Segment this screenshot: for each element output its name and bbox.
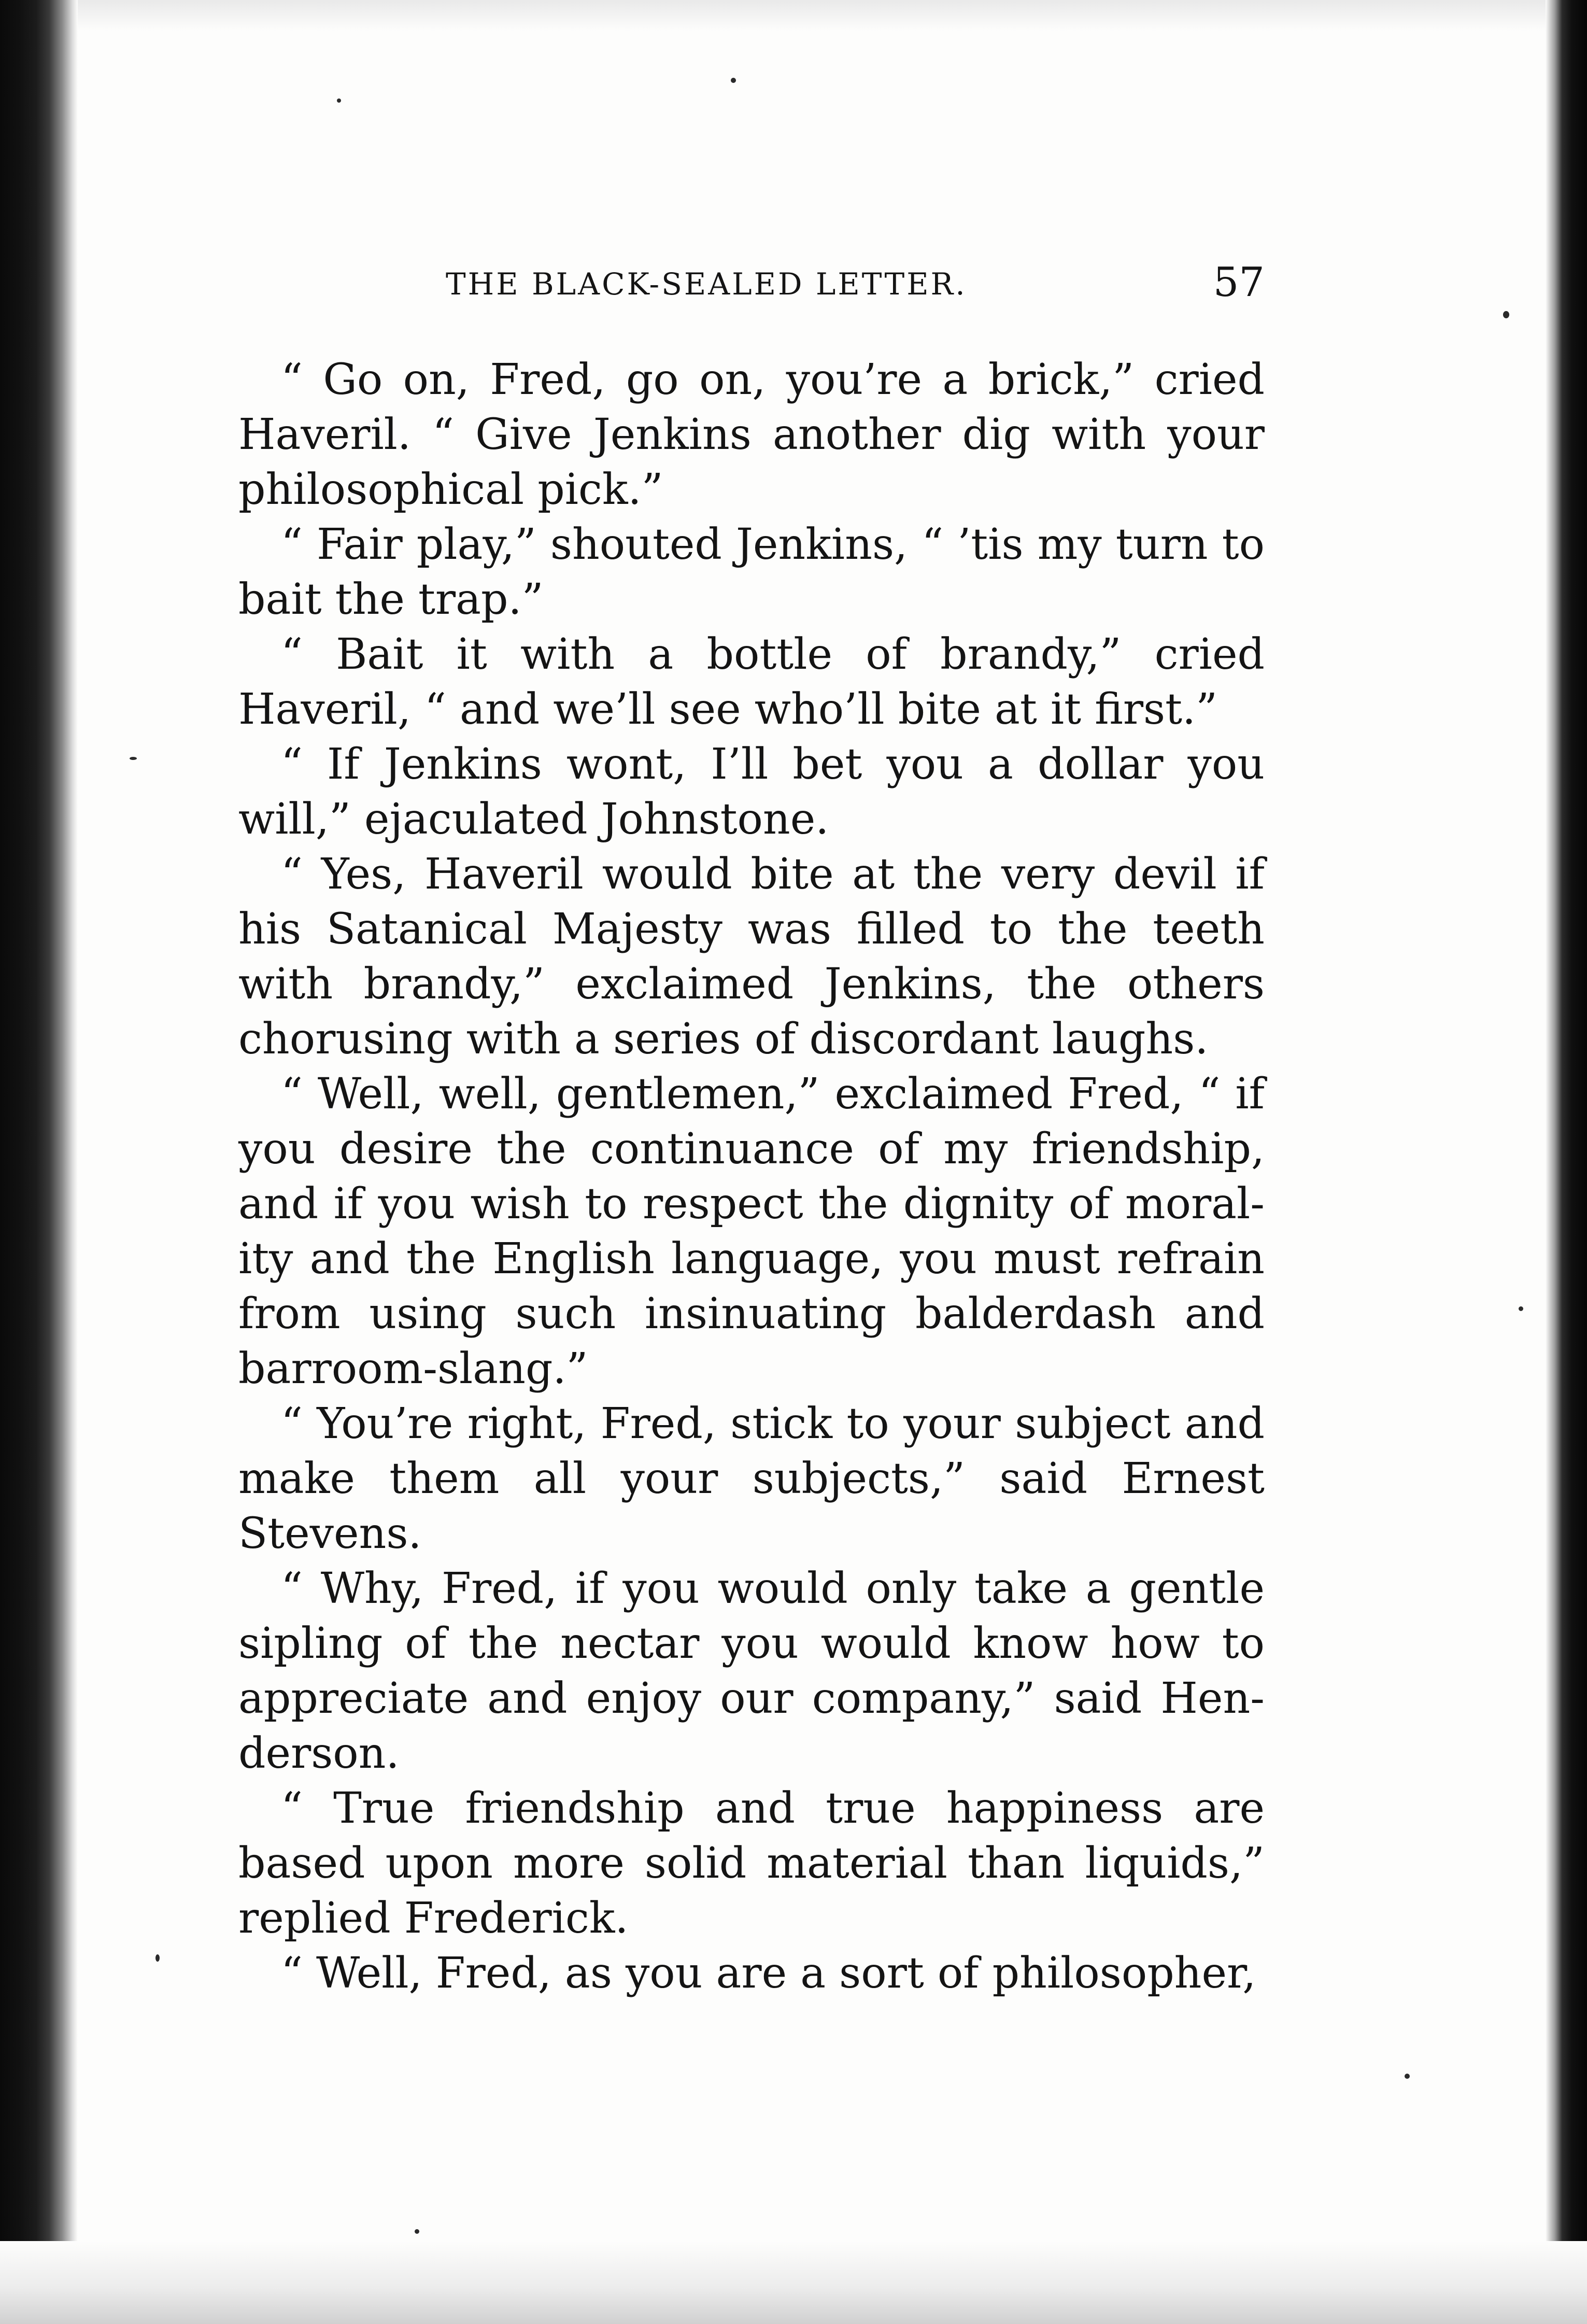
paragraph: “ If Jenkins wont, I’ll bet you a dollar you will,” ejaculated Johnstone. [238,740,1265,844]
page-bottom-shadow [0,2241,1587,2324]
print-speck [731,78,736,83]
paragraph: “ Why, Fred, if you would only take a gentle sipling of the nectar you would know how to appreciate and enjoy our company,” said Henderson. [238,1564,1265,1778]
paragraph: “ Well, Fred, as you are a sort of philosopher, [281,1949,1256,1998]
paragraph: “ Bait it with a bottle of brandy,” cried Haveril, “ and we’ll see who’ll bite at it first.” [238,630,1265,734]
print-speck [1503,311,1509,318]
page-right-edge [1546,0,1587,2324]
print-speck [337,98,341,103]
paragraph: “ Well, well, gentlemen,” exclaimed Fred, “ if you desire the continuance of my friendship, and if you wish to respect the dignity of morality and the English language, you must refrain from using such insinuating balderdash and barroom-slang.” [238,1069,1265,1393]
binding-edge [0,0,78,2324]
paragraph: “ You’re right, Fred, stick to your subject and make them all your subjects,” said Ernest Stevens. [238,1399,1265,1558]
running-head: THE BLACK-SEALED LETTER. [446,266,967,302]
paragraph: “ Fair play,” shouted Jenkins, “ ’tis my turn to bait the trap.” [238,520,1265,624]
body-text [238,353,1265,2001]
paragraph: “ Yes, Haveril would bite at the very devil if his Satanical Majesty was filled to the teeth with brandy,” exclaimed Jenkins, the others chorusing with a series of discordant laughs. [238,850,1265,1064]
print-speck [1405,2074,1410,2079]
print-speck [155,1954,160,1962]
page-number: 57 [1213,259,1265,306]
paragraph: “ True friendship and true happiness are based upon more solid material than liquids,” replied Frederick. [238,1784,1265,1943]
paragraph: “ Go on, Fred, go on, you’re a brick,” cried Haveril. “ Give Jenkins another dig with your philosophical pick.” [238,355,1265,514]
page-header [238,259,1265,316]
print-speck [130,757,137,760]
print-speck [415,2229,419,2234]
print-speck [1519,1306,1523,1311]
page-top-shadow [0,0,1587,31]
